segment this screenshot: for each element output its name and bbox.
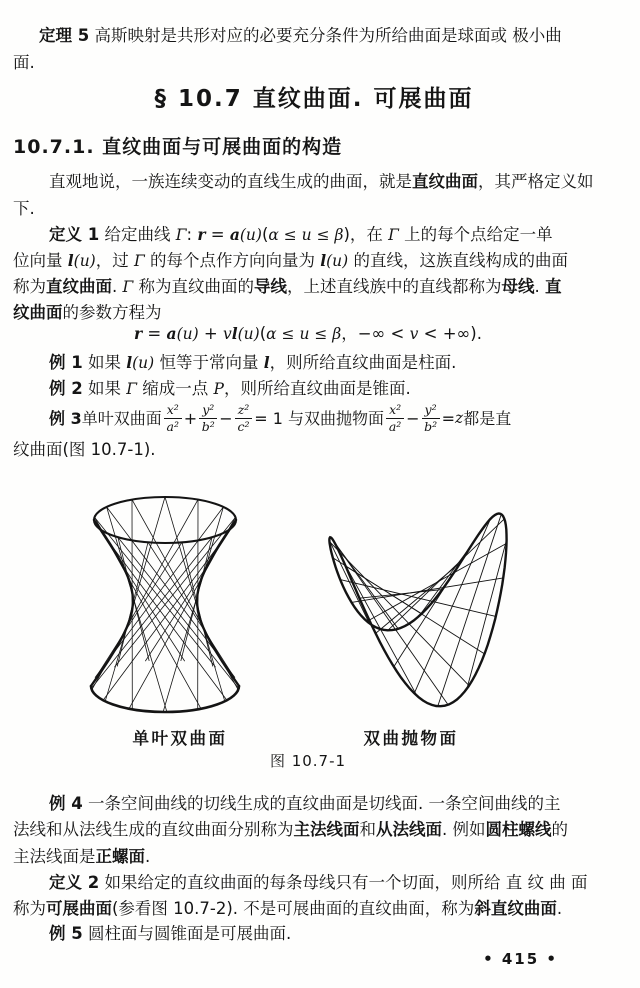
fraction: $\frac{\text{y²}}{\text{b²}}$ — [422, 403, 440, 432]
intro-line2: 下. — [13, 199, 35, 218]
definition1-line2: 位向量 l(u)，过 Γ 的每个点作方向向量为 l(u) 的直线，这族直线构成的曲面 — [13, 251, 568, 270]
definition2-line1: 定义 2 如果给定的直纹曲面的每条母线只有一个切面，则所给 直 纹 曲 面 — [49, 873, 588, 892]
hyperbolic-paraboloid-figure — [318, 506, 520, 712]
example4-line3: 主法线面是正螺面. — [13, 847, 151, 866]
definition1-line4: 纹曲面的参数方程为 — [13, 303, 162, 322]
example3-line1: 例 3 单叶双曲面 $\frac{\text{x²}}{\text{a²}}$ + $\frac{\text{y²}}{\text{b²}}$ − $\frac{\text{z²}}{\text{c²}}$ = 1 与双曲抛物面 $\frac{\text{x²}}{\text{a²}}$ − $\frac{\text{y²}}{\text{b²}}$ = z 都是直 — [49, 402, 512, 434]
definition2-line2: 称为可展曲面(参看图 10.7-2). 不是可展曲面的直纹曲面，称为斜直纹曲面. — [13, 899, 563, 918]
subsection-heading: 10.7.1. 直纹曲面与可展曲面的构造 — [13, 136, 343, 158]
intro-line1: 直观地说，一族连续变动的直线生成的曲面，就是直纹曲面，其严格定义如 — [49, 172, 594, 191]
definition1-line3: 称为直纹曲面. Γ 称为直纹曲面的导线，上述直线族中的直线都称为母线. 直 — [13, 277, 562, 296]
theorem5-line2: 面. — [13, 53, 35, 72]
hyperboloid-of-one-sheet-figure — [88, 494, 242, 720]
example4-line1: 例 4 一条空间曲线的切线生成的直纹曲面是切线面. 一条空间曲线的主 — [49, 794, 561, 813]
section-heading: § 10.7 直纹曲面. 可展曲面 — [154, 86, 474, 112]
fraction: $\frac{\text{y²}}{\text{b²}}$ — [199, 403, 217, 432]
figure-label-right: 双曲抛物面 — [363, 729, 459, 748]
figure-caption: 图 10.7-1 — [269, 752, 347, 770]
example5-line: 例 5 圆柱面与圆锥面是可展曲面. — [49, 924, 292, 943]
example1-line: 例 1 如果 l(u) 恒等于常向量 l，则所给直纹曲面是柱面. — [49, 353, 457, 372]
example3-line2: 纹曲面(图 10.7-1). — [13, 440, 156, 459]
fraction: $\frac{\text{z²}}{\text{c²}}$ — [235, 403, 253, 432]
fraction: $\frac{\text{x²}}{\text{a²}}$ — [386, 403, 404, 432]
theorem5-line1: 定理 5 高斯映射是共形对应的必要充分条件为所给曲面是球面或 极小曲 — [39, 26, 562, 45]
definition1-line1: 定义 1 给定曲线 Γ: r = a(u)(α ≤ u ≤ β)，在 Γ 上的每个点给定一单 — [49, 225, 553, 244]
ruled-surface-parametric-equation: r = a(u) + vl(u)(α ≤ u ≤ β，−∞ < v < +∞). — [134, 324, 482, 343]
fraction: $\frac{\text{x²}}{\text{a²}}$ — [164, 403, 182, 432]
page-number: • 415 • — [483, 950, 558, 968]
example4-line2: 法线和从法线生成的直纹曲面分别称为主法线面和从法线面. 例如圆柱螺线的 — [13, 820, 568, 839]
example2-line: 例 2 如果 Γ 缩成一点 P，则所给直纹曲面是锥面. — [49, 379, 411, 398]
figure-label-left: 单叶双曲面 — [132, 729, 228, 748]
